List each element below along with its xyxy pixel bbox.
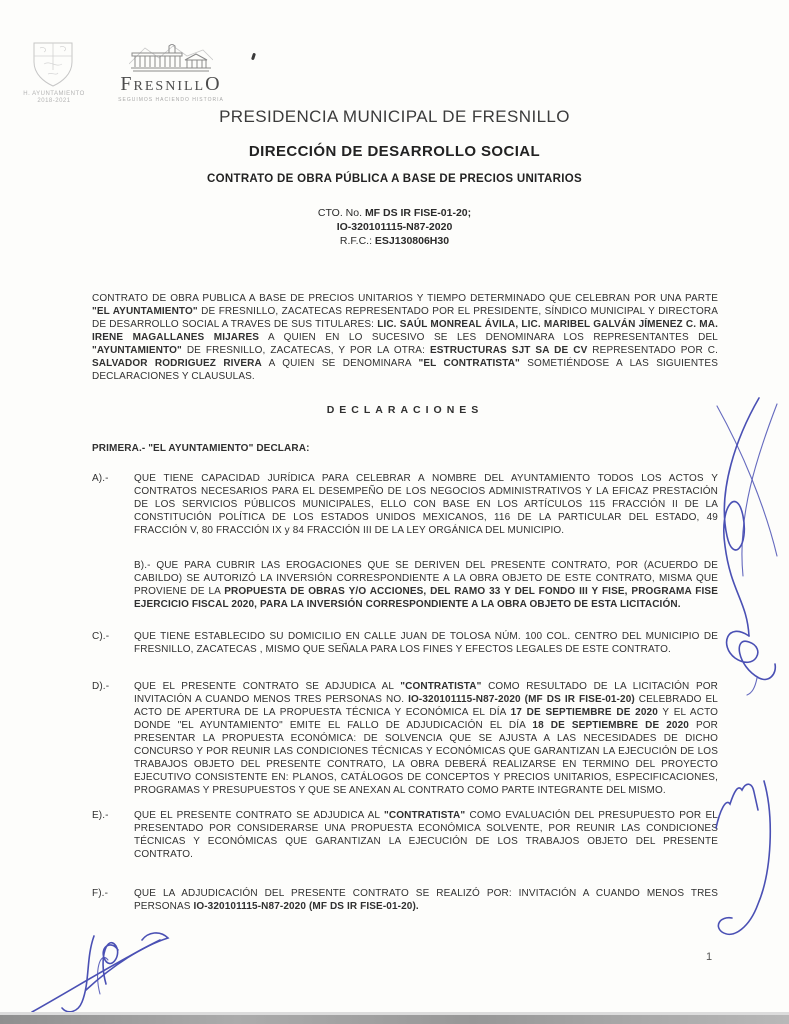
fresnillo-wordmark	[108, 74, 234, 97]
municipal-coat-of-arms-icon	[30, 40, 76, 88]
item-label: D).-	[92, 681, 110, 692]
declaration-item	[92, 887, 718, 913]
rfc-value: ESJ130806H30	[374, 235, 450, 247]
crest-caption	[14, 91, 94, 105]
document-type-title: CONTRATO DE OBRA PÚBLICA A BASE DE PRECIOS UNITARIOS	[207, 173, 582, 185]
declaration-item	[92, 809, 718, 861]
wordmark-middle: RESNILL	[133, 79, 206, 94]
item-text: QUE TIENE ESTABLECIDO SU DOMICILIO EN CALLE JUAN DE TOLOSA NÚM. 100 COL. CENTRO DEL MUNICIPIO DE FRESNILLO, ZACATECAS , MISMO QUE SEÑALA PARA LOS FINES Y EFECTOS LEGALES DE ESTE CONTRATO.	[134, 631, 718, 655]
fresnillo-monument-icon	[129, 44, 213, 74]
item-text: QUE TIENE CAPACIDAD JURÍDICA PARA CELEBRAR A NOMBRE DEL AYUNTAMIENTO TODOS LOS ACTOS Y CONTRATOS NECESARIOS PARA EL DESEMPEÑO DE LOS NEGOCIOS ADMINISTRATIVOS Y LA EFICAZ PRESTACIÓN DE LOS SERVICIOS PÚBLICOS MUNICIPALES, ELLO CON BASE EN LOS ARTÍCULOS 115 FRACCIÓN II DE LA CONSTITUCIÓN POLÍTICA DE LOS ESTADOS UNIDOS MEXICANOS, 116 DE LA PARTICULAR DEL ESTADO, 49 FRACCIÓN V, 80 FRACCIÓN IX y 84 FRACCIÓN III DE LA LEY ORGÁNICA DEL MUNICIPIO.	[134, 473, 718, 536]
fresnillo-logo	[108, 44, 234, 103]
declaration-item	[92, 680, 718, 797]
right-margin-signature-lower	[702, 776, 788, 950]
intro-paragraph: CONTRATO DE OBRA PUBLICA A BASE DE PRECIOS UNITARIOS Y TIEMPO DETERMINADO QUE CELEBRAN POR UNA PARTE "EL AYUNTAMIENTO" DE FRESNILLO, ZACATECAS REPRESENTADO POR EL PRESIDENTE, SÍNDICO MUNICIPAL Y DIRECTORA DE DESARROLLO SOCIAL A TRAVES DE SUS TITULARES: LIC. SAÚL MONREAL ÁVILA, LIC. MARIBEL GALVÁN JÍMENEZ C. MA. IRENE MAGALLANES MIJARES A QUIEN EN LO SUCESIVO SE LES DENOMINARA LOS REPRESENTANTES DEL "AYUNTAMIENTO" DE FRESNILLO, ZACATECAS, Y POR LA OTRA: ESTRUCTURAS SJT SA DE CV REPRESENTADO POR C. SALVADOR RODRIGUEZ RIVERA A QUIEN SE DENOMINARA "EL CONTRATISTA" SOMETIÉNDOSE A LAS SIGUIENTES DECLARACIONES Y CLAUSULAS.	[92, 293, 718, 382]
contract-number-line	[0, 206, 789, 220]
item-label	[92, 559, 134, 611]
rfc-label: R.F.C.:	[339, 235, 375, 247]
wordmark-last-letter: O	[205, 73, 222, 95]
department-title: DIRECCIÓN DE DESARROLLO SOCIAL	[248, 143, 541, 160]
right-margin-signature-upper	[697, 396, 789, 702]
fresnillo-tagline: SEGUIMOS HACIENDO HISTORIA	[118, 97, 224, 103]
document-header	[0, 107, 789, 248]
contract-identifiers	[0, 206, 789, 248]
declaraciones-heading: DECLARACIONES	[326, 404, 484, 416]
declaration-item	[92, 472, 718, 537]
item-label: E).-	[92, 810, 109, 821]
item-label: A).-	[92, 473, 109, 484]
declaration-item	[92, 630, 718, 656]
contract-number-value: MF DS IR FISE-01-20;	[364, 207, 472, 219]
ink-speck	[251, 53, 256, 61]
document-body	[92, 292, 718, 913]
declaration-item	[92, 559, 718, 611]
crest-caption-line2: 2018-2021	[37, 98, 71, 104]
item-text: QUE LA ADJUDICACIÓN DEL PRESENTE CONTRATO SE REALIZÓ POR: INVITACIÓN A CUANDO MENOS TRES PERSONAS IO-320101115-N87-2020 (MF DS IR FISE-01-20).	[134, 888, 718, 912]
item-label: F).-	[92, 888, 109, 899]
wordmark-first-letter: F	[120, 73, 134, 95]
tender-number: IO-320101115-N87-2020	[336, 221, 453, 233]
item-text: B).- QUE PARA CUBRIR LAS EROGACIONES QUE SE DERIVEN DEL PRESENTE CONTRATO, POR (ACUERDO DE CABILDO) SE AUTORIZÓ LA INVERSIÓN CORRESPONDIENTE A LA OBRA OBJETO DE ESTE CONTRATO, MISMA QUE PROVIENE DE LA PROPUESTA DE OBRAS Y/O ACCIONES, DEL RAMO 33 Y DEL FONDO III Y FISE, PROGRAMA FISE EJERCICIO FISCAL 2020, PARA LA INVERSIÓN CORRESPONDIENTE A LA OBRA OBJETO DE ESTA LICITACIÓN.	[134, 560, 718, 610]
bottom-left-signature	[28, 920, 170, 1020]
item-text: QUE EL PRESENTE CONTRATO SE ADJUDICA AL "CONTRATISTA" COMO EVALUACIÓN DEL PRESUPUESTO POR EL PRESENTADO POR CONSIDERARSE UNA PROPUESTA ECONÓMICA SOLVENTE, POR REUNIR LAS CONDICIONES TÉCNICAS Y ECONÓMICAS QUE GARANTIZAN LA EJECUCIÓN DE LOS TRABAJOS OBJETO DEL PRESENTE CONTRATO.	[134, 810, 718, 860]
rfc-line	[0, 234, 789, 248]
contract-number-label: CTO. No.	[317, 207, 365, 219]
scan-edge-shadow	[0, 1015, 789, 1024]
item-text: QUE EL PRESENTE CONTRATO SE ADJUDICA AL "CONTRATISTA" COMO RESULTADO DE LA LICITACIÓN POR INVITACIÓN A CUANDO MENOS TRES PERSONAS NO. IO-320101115-N87-2020 (MF DS IR FISE-01-20) CELEBRADO EL ACTO DE APERTURA DE LA PROPUESTA TÉCNICA Y ECONÓMICA EL DÍA 17 DE SEPTIEMBRE DE 2020 Y EL ACTO DONDE "EL AYUNTAMIENTO" EMITE EL FALLO DE ADJUDICACIÓN EL DÍA 18 DE SEPTIEMBRE DE 2020 POR PRESENTAR LA PROPUESTA ECONÓMICA: DE SOLVENCIA QUE SE AJUSTA A LAS NECESIDADES DE DICHO CONCURSO Y POR REUNIR LAS CONDICIONES TÉCNICAS Y ECONÓMICAS QUE GARANTIZAN LA EJECUCIÓN DE LOS TRABAJOS OBJETO DEL PRESENTE CONTRATO, LA OBRA DEBERÁ REALIZARSE EN TERMINO DEL PROYECTO EJECUTIVO CONSISTENTE EN: PLANOS, CATÁLOGOS DE CONCEPTOS Y PRECIOS UNITARIOS, ESPECIFICACIONES, PROGRAMAS Y PRESUPUESTOS Y QUE SE ANEXAN AL CONTRATO COMO PARTE INTEGRANTE DEL MISMO.	[134, 681, 719, 796]
declaration-items	[92, 472, 718, 913]
primera-heading: PRIMERA.- "EL AYUNTAMIENTO" DECLARA:	[92, 443, 310, 454]
page-number: 1	[706, 951, 713, 963]
page-title: PRESIDENCIA MUNICIPAL DE FRESNILLO	[219, 107, 570, 126]
item-label: C).-	[92, 631, 110, 642]
crest-caption-line1: H. AYUNTAMIENTO	[23, 91, 85, 97]
